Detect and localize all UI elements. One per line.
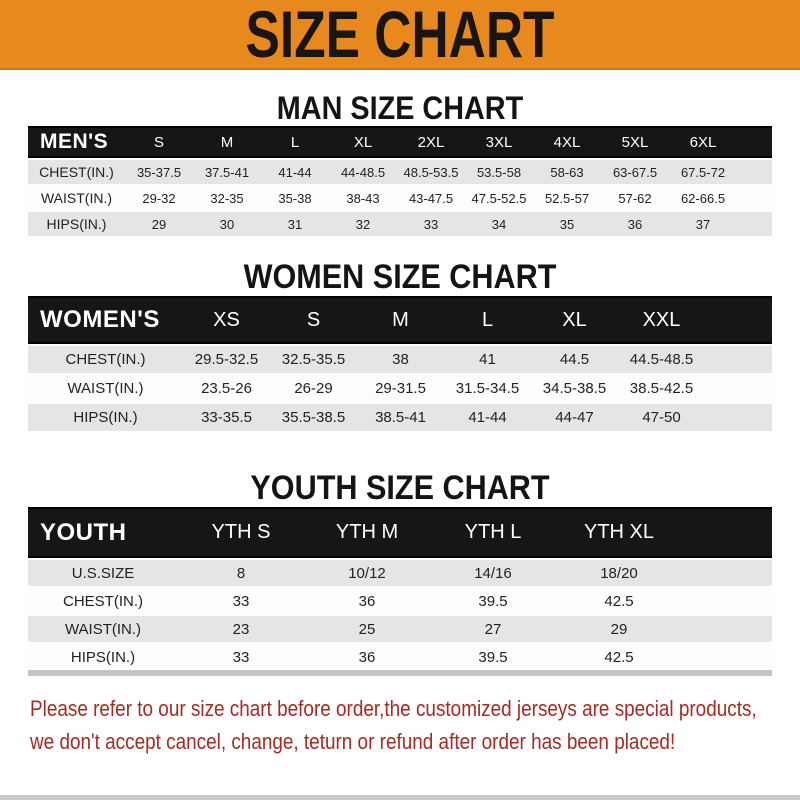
cell: 44.5: [531, 344, 618, 373]
row-label: HIPS(IN.): [28, 642, 178, 670]
cell: 29-31.5: [357, 373, 444, 402]
cell: 58-63: [533, 158, 601, 184]
filler-cell: [737, 184, 772, 210]
row-label: HIPS(IN.): [28, 402, 183, 431]
disclaimer-line-2: we don't accept cancel, change, teturn or refund after order has been placed!: [30, 729, 676, 754]
cell: 25: [304, 614, 430, 642]
youth-col-header: YTH L: [430, 507, 556, 558]
cell: 35.5-38.5: [270, 402, 357, 431]
youth-hips-row: [28, 642, 772, 670]
men-size-table: [28, 126, 772, 236]
men-header-row: [28, 126, 772, 158]
men-waist-row: [28, 184, 772, 210]
cell: 62-66.5: [669, 184, 737, 210]
women-group-label: WOMEN'S: [28, 296, 183, 344]
disclaimer-line-1: Please refer to our size chart before order,the customized jerseys are special products,: [30, 696, 757, 721]
youth-col-header: YTH S: [178, 507, 304, 558]
cell: 39.5: [430, 642, 556, 670]
youth-header-row: [28, 507, 772, 558]
row-label: CHEST(IN.): [28, 344, 183, 373]
cell: 67.5-72: [669, 158, 737, 184]
cell: 44-47: [531, 402, 618, 431]
row-label: WAIST(IN.): [28, 184, 125, 210]
cell: 36: [304, 642, 430, 670]
cell: 44-48.5: [329, 158, 397, 184]
women-col-header: XXL: [618, 296, 705, 344]
cell: 14/16: [430, 558, 556, 586]
cell: 41: [444, 344, 531, 373]
youth-waist-row: [28, 614, 772, 642]
filler-cell: [682, 642, 772, 670]
cell: 33: [178, 642, 304, 670]
cell: 63-67.5: [601, 158, 669, 184]
filler-cell: [705, 344, 772, 373]
cell: 34: [465, 210, 533, 236]
cell: 29: [556, 614, 682, 642]
filler-cell: [682, 586, 772, 614]
filler-cell: [737, 210, 772, 236]
youth-table-bottom-strip: [28, 670, 772, 676]
cell: 57-62: [601, 184, 669, 210]
disclaimer: [0, 692, 800, 758]
women-chest-row: [28, 344, 772, 373]
women-col-header: L: [444, 296, 531, 344]
youth-chest-row: [28, 586, 772, 614]
men-col-header: S: [125, 126, 193, 158]
cell: 29.5-32.5: [183, 344, 270, 373]
cell: 31.5-34.5: [444, 373, 531, 402]
cell: 31: [261, 210, 329, 236]
cell: 18/20: [556, 558, 682, 586]
cell: 41-44: [444, 402, 531, 431]
youth-group-label: YOUTH: [28, 507, 178, 558]
men-col-header: 5XL: [601, 126, 669, 158]
cell: 47-50: [618, 402, 705, 431]
page-title: SIZE CHART: [245, 0, 555, 71]
cell: 37.5-41: [193, 158, 261, 184]
cell: 38.5-42.5: [618, 373, 705, 402]
cell: 35-38: [261, 184, 329, 210]
cell: 27: [430, 614, 556, 642]
filler-cell: [705, 296, 772, 344]
cell: 32-35: [193, 184, 261, 210]
women-col-header: XL: [531, 296, 618, 344]
row-label: CHEST(IN.): [28, 158, 125, 184]
filler-cell: [705, 373, 772, 402]
cell: 53.5-58: [465, 158, 533, 184]
cell: 32.5-35.5: [270, 344, 357, 373]
men-col-header: 2XL: [397, 126, 465, 158]
cell: 48.5-53.5: [397, 158, 465, 184]
women-section-heading: WOMEN SIZE CHART: [243, 258, 557, 296]
cell: 42.5: [556, 642, 682, 670]
row-label: CHEST(IN.): [28, 586, 178, 614]
cell: 29-32: [125, 184, 193, 210]
filler-cell: [737, 126, 772, 158]
row-label: HIPS(IN.): [28, 210, 125, 236]
cell: 38.5-41: [357, 402, 444, 431]
filler-cell: [737, 158, 772, 184]
filler-cell: [682, 614, 772, 642]
filler-cell: [682, 558, 772, 586]
cell: 52.5-57: [533, 184, 601, 210]
cell: 37: [669, 210, 737, 236]
cell: 39.5: [430, 586, 556, 614]
row-label: U.S.SIZE: [28, 558, 178, 586]
cell: 41-44: [261, 158, 329, 184]
row-label: WAIST(IN.): [28, 373, 183, 402]
cell: 34.5-38.5: [531, 373, 618, 402]
cell: 47.5-52.5: [465, 184, 533, 210]
youth-ussize-row: [28, 558, 772, 586]
filler-cell: [705, 402, 772, 431]
filler-cell: [682, 507, 772, 558]
cell: 38-43: [329, 184, 397, 210]
cell: 23.5-26: [183, 373, 270, 402]
men-chest-row: [28, 158, 772, 184]
youth-col-header: YTH XL: [556, 507, 682, 558]
cell: 10/12: [304, 558, 430, 586]
bottom-edge-strip: [0, 795, 800, 800]
men-col-header: M: [193, 126, 261, 158]
cell: 43-47.5: [397, 184, 465, 210]
youth-section-heading: YOUTH SIZE CHART: [250, 469, 550, 507]
women-col-header: XS: [183, 296, 270, 344]
women-waist-row: [28, 373, 772, 402]
cell: 33-35.5: [183, 402, 270, 431]
cell: 29: [125, 210, 193, 236]
cell: 38: [357, 344, 444, 373]
cell: 33: [178, 586, 304, 614]
cell: 8: [178, 558, 304, 586]
men-col-header: L: [261, 126, 329, 158]
title-banner: [0, 0, 800, 70]
cell: 36: [304, 586, 430, 614]
men-col-header: 4XL: [533, 126, 601, 158]
cell: 35: [533, 210, 601, 236]
cell: 33: [397, 210, 465, 236]
cell: 26-29: [270, 373, 357, 402]
youth-col-header: YTH M: [304, 507, 430, 558]
men-hips-row: [28, 210, 772, 236]
women-hips-row: [28, 402, 772, 431]
men-col-header: 3XL: [465, 126, 533, 158]
cell: 30: [193, 210, 261, 236]
men-group-label: MEN'S: [28, 126, 125, 158]
women-col-header: S: [270, 296, 357, 344]
cell: 36: [601, 210, 669, 236]
men-section-heading: MAN SIZE CHART: [276, 90, 524, 126]
cell: 44.5-48.5: [618, 344, 705, 373]
women-header-row: [28, 296, 772, 344]
cell: 35-37.5: [125, 158, 193, 184]
cell: 23: [178, 614, 304, 642]
men-col-header: XL: [329, 126, 397, 158]
cell: 32: [329, 210, 397, 236]
cell: 42.5: [556, 586, 682, 614]
women-size-table: [28, 296, 772, 431]
row-label: WAIST(IN.): [28, 614, 178, 642]
women-col-header: M: [357, 296, 444, 344]
men-col-header: 6XL: [669, 126, 737, 158]
youth-size-table: [28, 507, 772, 670]
